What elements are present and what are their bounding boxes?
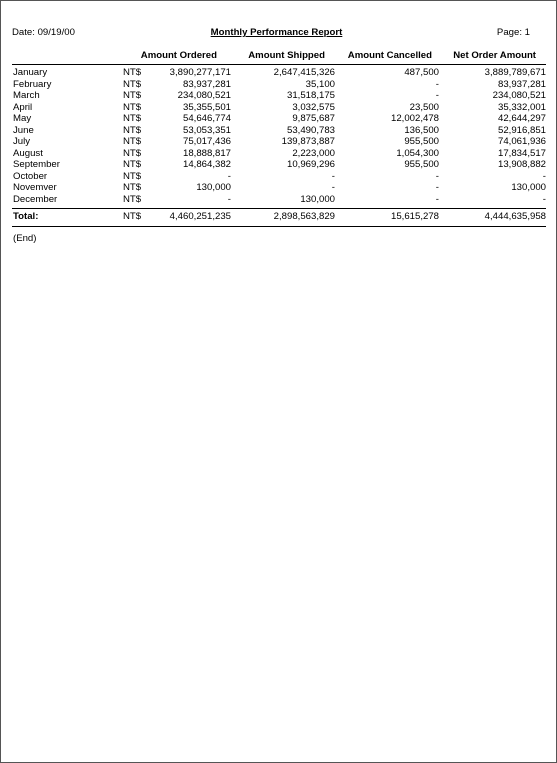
net-order-amount-cell: 130,000 [511,182,546,194]
amount-shipped-cell: 53,490,783 [286,124,335,136]
month-cell: February [13,78,52,90]
net-order-amount-cell: 74,061,936 [497,136,546,148]
month-cell: December [13,194,58,206]
amount-cancelled-cell: 955,500 [404,136,439,148]
amount-shipped-cell: - [331,182,335,194]
total-amount-cancelled: 15,615,278 [390,211,439,222]
amount-cancelled-cell: - [435,78,439,90]
amount-shipped-cell: 3,032,575 [292,101,335,113]
net-order-amount-cell: 234,080,521 [492,90,546,102]
amount-shipped-cell: 2,223,000 [292,147,335,159]
amount-ordered-cell: 18,888,817 [182,147,231,159]
net-order-amount-cell: - [542,170,546,182]
net-order-amount-cell: 35,332,001 [497,101,546,113]
amount-cancelled-cell: - [435,170,439,182]
month-cell: January [13,67,48,78]
table-row [1,148,556,160]
month-cell: September [13,159,60,171]
total-bottom-divider [12,226,546,227]
currency-cell: NT$ [123,159,142,171]
amount-ordered-cell: 3,890,277,171 [169,67,231,78]
currency-cell: NT$ [123,194,142,206]
month-cell: October [13,170,48,182]
net-order-amount-cell: 3,889,789,671 [484,67,546,78]
net-order-amount-cell: 17,834,517 [497,147,546,159]
net-order-amount-cell: 13,908,882 [497,159,546,171]
report-title: Monthly Performance Report [210,27,343,38]
month-cell: May [13,113,32,125]
amount-shipped-cell: - [331,170,335,182]
table-row [1,113,556,125]
currency-cell: NT$ [123,182,142,194]
amount-cancelled-cell: 136,500 [404,124,439,136]
net-order-amount-cell: - [542,194,546,206]
amount-ordered-cell: - [227,194,231,206]
amount-ordered-cell: 234,080,521 [177,90,231,102]
amount-shipped-cell: 35,100 [305,78,335,90]
total-label: Total: [13,211,39,222]
currency-cell: NT$ [123,78,142,90]
table-row [1,136,556,148]
total-row [1,211,556,223]
amount-cancelled-cell: - [435,182,439,194]
month-cell: July [13,136,31,148]
currency-cell: NT$ [123,113,142,125]
amount-ordered-cell: 130,000 [196,182,231,194]
amount-cancelled-cell: 1,054,300 [396,147,439,159]
total-currency: NT$ [123,211,142,222]
report-date: Date: 09/19/00 [12,27,75,38]
amount-shipped-cell: 2,647,415,326 [273,67,335,78]
amount-ordered-cell: 75,017,436 [182,136,231,148]
amount-shipped-cell: 9,875,687 [292,113,335,125]
net-order-amount-cell: 42,644,297 [497,113,546,125]
amount-shipped-cell: 139,873,887 [281,136,335,148]
end-marker: (End) [13,233,37,244]
amount-shipped-cell: 10,969,296 [286,159,335,171]
table-row [1,79,556,91]
amount-ordered-cell: 14,864,382 [182,159,231,171]
table-row [1,67,556,79]
total-amount-ordered: 4,460,251,235 [169,211,231,222]
total-divider [12,208,546,209]
month-cell: April [13,101,33,113]
amount-ordered-cell: - [227,170,231,182]
currency-cell: NT$ [123,147,142,159]
page-number: Page: 1 [496,27,530,38]
table-row [1,125,556,137]
table-row [1,90,556,102]
month-cell: Novemver [13,182,57,194]
currency-cell: NT$ [123,90,142,102]
currency-cell: NT$ [123,136,142,148]
amount-shipped-cell: 31,518,175 [286,90,335,102]
total-net-order-amount: 4,444,635,958 [484,211,546,222]
amount-cancelled-cell: 955,500 [404,159,439,171]
currency-cell: NT$ [123,170,142,182]
table-row [1,102,556,114]
amount-shipped-cell: 130,000 [300,194,335,206]
amount-cancelled-cell: 487,500 [404,67,439,78]
net-order-amount-cell: 83,937,281 [497,78,546,90]
header-divider [12,64,546,65]
report-table-body [1,67,556,206]
month-cell: August [13,147,43,159]
currency-cell: NT$ [123,124,142,136]
amount-ordered-cell: 35,355,501 [182,101,231,113]
amount-cancelled-cell: - [435,194,439,206]
amount-cancelled-cell: 12,002,478 [390,113,439,125]
amount-cancelled-cell: 23,500 [409,101,439,113]
currency-cell: NT$ [123,101,142,113]
month-cell: June [13,124,34,136]
month-cell: March [13,90,40,102]
column-header-net-order-amount: Net Order Amount [453,50,536,61]
amount-ordered-cell: 54,646,774 [182,113,231,125]
amount-cancelled-cell: - [435,90,439,102]
column-header-amount-cancelled: Amount Cancelled [347,50,432,61]
amount-ordered-cell: 53,053,351 [182,124,231,136]
table-row [1,159,556,171]
column-header-amount-shipped: Amount Shipped [248,50,325,61]
table-row [1,194,556,206]
table-row [1,171,556,183]
table-row [1,182,556,194]
column-header-amount-ordered: Amount Ordered [140,50,217,61]
currency-cell: NT$ [123,67,142,78]
net-order-amount-cell: 52,916,851 [497,124,546,136]
total-amount-shipped: 2,898,563,829 [273,211,335,222]
amount-ordered-cell: 83,937,281 [182,78,231,90]
